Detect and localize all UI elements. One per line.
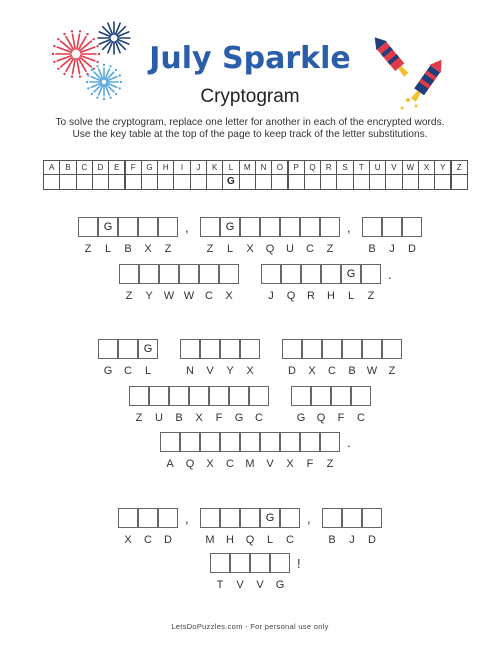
cipher-letter: C (144, 534, 152, 546)
cipher-letter: B (175, 412, 183, 424)
cipher-letter: Z (84, 243, 92, 255)
answer-box[interactable] (138, 508, 158, 528)
answer-box[interactable] (200, 508, 220, 528)
cipher-letter: L (266, 534, 274, 546)
answer-box[interactable] (280, 508, 300, 528)
answer-box[interactable] (78, 217, 98, 237)
answer-box[interactable] (300, 217, 320, 237)
cipher-letter: Z (135, 412, 143, 424)
answer-box[interactable] (311, 386, 331, 406)
cipher-letter: F (215, 412, 223, 424)
answer-box[interactable] (281, 264, 301, 284)
answer-box[interactable] (230, 553, 250, 573)
answer-box[interactable] (240, 339, 260, 359)
cipher-letter: X (308, 365, 316, 377)
answer-box[interactable] (240, 432, 260, 452)
answer-box[interactable] (322, 508, 342, 528)
key-letter-a: A (43, 160, 60, 175)
cipher-letter: L (226, 243, 234, 255)
answer-box[interactable] (98, 339, 118, 359)
cipher-letter: F (306, 458, 314, 470)
answer-box[interactable] (118, 217, 138, 237)
cipher-letter: Z (388, 365, 396, 377)
answer-box[interactable] (280, 432, 300, 452)
key-letter-j: J (190, 160, 207, 175)
answer-box[interactable] (300, 432, 320, 452)
cipher-letter: Z (326, 458, 334, 470)
cipher-letter: X (124, 534, 132, 546)
answer-box[interactable] (282, 339, 302, 359)
instructions-line: To solve the cryptogram, replace one letter for another in each of the encrypted words. (55, 117, 445, 128)
answer-box[interactable] (158, 508, 178, 528)
key-letter-q: Q (304, 160, 321, 175)
answer-box[interactable]: G (220, 217, 240, 237)
answer-box[interactable] (189, 386, 209, 406)
cipher-letter: F (337, 412, 345, 424)
key-letter-x: X (418, 160, 435, 175)
cipher-letter: V (266, 458, 274, 470)
cipher-letter: X (206, 458, 214, 470)
answer-box[interactable] (179, 264, 199, 284)
answer-box[interactable] (362, 339, 382, 359)
cipher-letter: Z (326, 243, 334, 255)
cipher-letter: J (268, 290, 274, 302)
answer-box[interactable] (220, 339, 240, 359)
cipher-letter: Q (245, 534, 255, 546)
cipher-letter: Z (125, 290, 133, 302)
key-answer-l[interactable]: G (222, 174, 239, 190)
answer-box[interactable] (119, 264, 139, 284)
cipher-letter: C (328, 365, 336, 377)
key-letter-p: P (288, 160, 305, 175)
cipher-letter: X (195, 412, 203, 424)
cipher-letter: T (216, 579, 224, 591)
key-letter-e: E (108, 160, 125, 175)
punctuation-mark: , (347, 220, 351, 235)
answer-box[interactable] (260, 432, 280, 452)
cipher-letter: A (166, 458, 174, 470)
footer-credit: LetsDoPuzzles.com - For personal use only (171, 622, 329, 631)
key-letter-c: C (76, 160, 93, 175)
key-letter-w: W (402, 160, 419, 175)
key-letter-l: L (222, 160, 239, 175)
cipher-letter: X (286, 458, 294, 470)
punctuation-mark: . (347, 435, 351, 450)
key-letter-r: R (320, 160, 337, 175)
cipher-letter: Y (226, 365, 234, 377)
cipher-letter: J (389, 243, 395, 255)
cipher-letter: Q (316, 412, 326, 424)
cipher-letter: Z (164, 243, 172, 255)
answer-box[interactable] (240, 508, 260, 528)
key-letter-k: K (206, 160, 223, 175)
answer-box[interactable] (382, 339, 402, 359)
cipher-letter: Z (206, 243, 214, 255)
cipher-letter: B (348, 365, 356, 377)
cipher-letter: C (357, 412, 365, 424)
answer-box[interactable] (209, 386, 229, 406)
cipher-letter: C (226, 458, 234, 470)
answer-box[interactable] (382, 217, 402, 237)
cipher-letter: J (349, 534, 355, 546)
cipher-letter: C (286, 534, 294, 546)
cipher-letter: L (144, 365, 152, 377)
answer-box[interactable] (240, 217, 260, 237)
cipher-letter: B (124, 243, 132, 255)
punctuation-mark: , (307, 511, 311, 526)
answer-box[interactable] (139, 264, 159, 284)
answer-box[interactable] (270, 553, 290, 573)
key-letter-o: O (271, 160, 288, 175)
key-letter-y: Y (434, 160, 451, 175)
cipher-letter: C (255, 412, 263, 424)
key-letter-t: T (353, 160, 370, 175)
cipher-letter: G (275, 579, 285, 591)
cipher-letter: X (246, 365, 254, 377)
answer-box[interactable] (362, 508, 382, 528)
cipher-letter: W (183, 290, 195, 302)
key-letter-u: U (369, 160, 386, 175)
answer-box[interactable] (291, 386, 311, 406)
key-letter-f: F (125, 160, 142, 175)
cipher-letter: U (155, 412, 163, 424)
answer-box[interactable] (361, 264, 381, 284)
cipher-letter: U (286, 243, 294, 255)
cipher-letter: D (164, 534, 172, 546)
cipher-letter: B (328, 534, 336, 546)
key-letter-b: B (59, 160, 76, 175)
punctuation-mark: , (185, 220, 189, 235)
cipher-letter: C (205, 290, 213, 302)
cipher-letter: V (236, 579, 244, 591)
answer-box[interactable] (169, 386, 189, 406)
answer-box[interactable]: G (138, 339, 158, 359)
cipher-letter: Z (367, 290, 375, 302)
answer-box[interactable] (219, 264, 239, 284)
cipher-letter: L (104, 243, 112, 255)
cipher-letter: M (245, 458, 255, 470)
cipher-letter: V (206, 365, 214, 377)
answer-box[interactable] (261, 264, 281, 284)
cipher-letter: X (144, 243, 152, 255)
answer-box[interactable] (220, 508, 240, 528)
page-title: July Sparkle (149, 41, 351, 76)
answer-box[interactable] (301, 264, 321, 284)
cipher-letter: W (163, 290, 175, 302)
cipher-letter: G (296, 412, 306, 424)
answer-box[interactable] (229, 386, 249, 406)
key-letter-n: N (255, 160, 272, 175)
answer-box[interactable] (158, 217, 178, 237)
answer-box[interactable] (180, 339, 200, 359)
cipher-letter: H (327, 290, 335, 302)
cipher-letter: M (205, 534, 215, 546)
cipher-letter: W (366, 365, 378, 377)
answer-box[interactable] (302, 339, 322, 359)
answer-box[interactable] (138, 217, 158, 237)
answer-box[interactable] (362, 217, 382, 237)
answer-box[interactable] (321, 264, 341, 284)
key-letter-s: S (336, 160, 353, 175)
answer-box[interactable] (210, 553, 230, 573)
cipher-letter: H (226, 534, 234, 546)
answer-box[interactable] (342, 339, 362, 359)
key-letter-g: G (141, 160, 158, 175)
cipher-letter: Y (145, 290, 153, 302)
answer-box[interactable] (249, 386, 269, 406)
key-letter-v: V (385, 160, 402, 175)
punctuation-mark: . (388, 267, 392, 282)
cipher-letter: L (347, 290, 355, 302)
answer-box[interactable] (118, 339, 138, 359)
cipher-letter: Q (286, 290, 296, 302)
answer-box[interactable] (260, 217, 280, 237)
answer-box[interactable] (280, 217, 300, 237)
answer-box[interactable] (220, 432, 240, 452)
cipher-letter: B (368, 243, 376, 255)
instructions-line: Use the key table at the top of the page to keep track of the letter substitutions. (72, 129, 428, 140)
cipher-letter: X (225, 290, 233, 302)
cipher-letter: C (124, 365, 132, 377)
answer-box[interactable] (159, 264, 179, 284)
answer-box[interactable] (402, 217, 422, 237)
answer-box[interactable] (250, 553, 270, 573)
cipher-letter: X (246, 243, 254, 255)
answer-box[interactable] (200, 432, 220, 452)
answer-box[interactable] (342, 508, 362, 528)
punctuation-mark: ! (297, 556, 301, 571)
answer-box[interactable] (351, 386, 371, 406)
key-letter-d: D (92, 160, 109, 175)
cipher-letter: N (186, 365, 194, 377)
cipher-letter: Q (265, 243, 275, 255)
cipher-letter: D (368, 534, 376, 546)
answer-box[interactable] (199, 264, 219, 284)
cipher-letter: Q (185, 458, 195, 470)
cipher-letter: D (408, 243, 416, 255)
key-letter-m: M (239, 160, 256, 175)
cipher-letter: D (288, 365, 296, 377)
answer-box[interactable] (331, 386, 351, 406)
cipher-letter: G (103, 365, 113, 377)
answer-box[interactable] (200, 217, 220, 237)
answer-box[interactable] (200, 339, 220, 359)
page-subtitle: Cryptogram (200, 86, 300, 107)
cipher-letter: R (307, 290, 315, 302)
key-letter-z: Z (451, 160, 468, 175)
answer-box[interactable] (118, 508, 138, 528)
answer-box[interactable] (180, 432, 200, 452)
answer-box[interactable] (320, 432, 340, 452)
answer-box[interactable] (322, 339, 342, 359)
answer-box[interactable]: G (98, 217, 118, 237)
answer-box[interactable] (129, 386, 149, 406)
answer-box[interactable]: G (341, 264, 361, 284)
cipher-letter: V (256, 579, 264, 591)
key-letter-i: I (173, 160, 190, 175)
cipher-letter: C (306, 243, 314, 255)
punctuation-mark: , (185, 511, 189, 526)
answer-box[interactable] (149, 386, 169, 406)
answer-box[interactable] (160, 432, 180, 452)
cipher-letter: G (234, 412, 244, 424)
key-letter-h: H (157, 160, 174, 175)
answer-box[interactable] (320, 217, 340, 237)
answer-box[interactable]: G (260, 508, 280, 528)
